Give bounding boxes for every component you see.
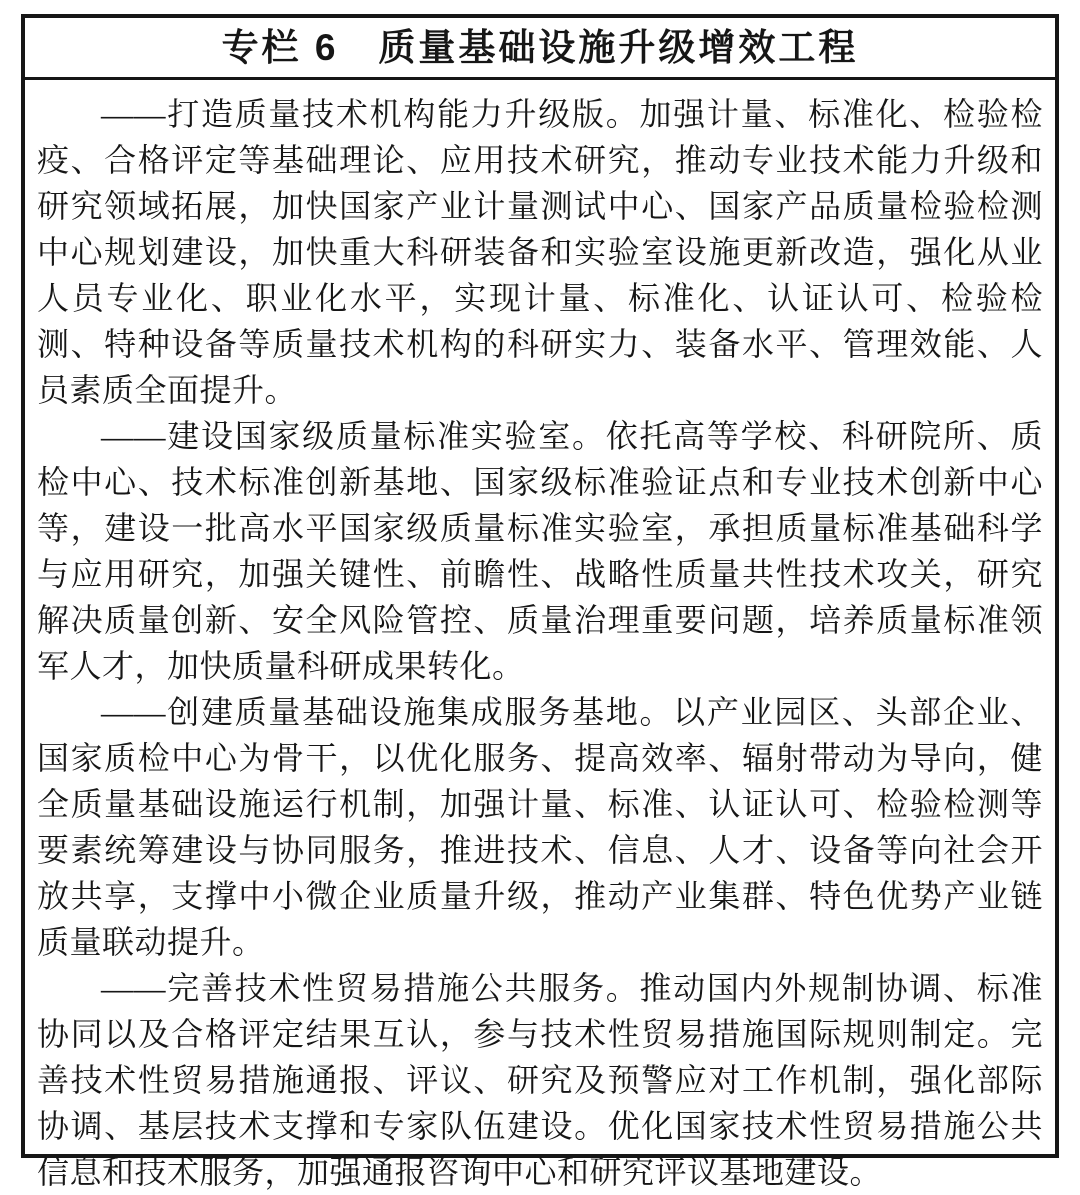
box-title: 专栏 6 质量基础设施升级增效工程	[25, 18, 1055, 80]
callout-box	[21, 14, 1059, 1190]
paragraph: ——打造质量技术机构能力升级版。加强计量、标准化、检验检疫、合格评定等基础理论、应用技术研究，推动专业技术能力升级和研究领域拓展，加快国家产业计量测试中心、国家产品质量检验检测中心规划建设，加快重大科研装备和实验室设施更新改造，强化从业人员专业化、职业化水平，实现计量、标准化、认证认可、检验检测、特种设备等质量技术机构的科研实力、装备水平、管理效能、人员素质全面提升。	[37, 96, 1043, 408]
box-body	[25, 80, 1055, 1195]
paragraph: ——完善技术性贸易措施公共服务。推动国内外规制协调、标准协同以及合格评定结果互认，参与技术性贸易措施国际规则制定。完善技术性贸易措施通报、评议、研究及预警应对工作机制，强化部际协调、基层技术支撑和专家队伍建设。优化国家技术性贸易措施公共信息和技术服务，加强通报咨询中心和研究评议基地建设。	[37, 970, 1043, 1190]
paragraph: ——建设国家级质量标准实验室。依托高等学校、科研院所、质检中心、技术标准创新基地、国家级标准验证点和专业技术创新中心等，建设一批高水平国家级质量标准实验室，承担质量标准基础科学与应用研究，加强关键性、前瞻性、战略性质量共性技术攻关，研究解决质量创新、安全风险管控、质量治理重要问题，培养质量标准领军人才，加快质量科研成果转化。	[37, 418, 1043, 684]
paragraph: ——创建质量基础设施集成服务基地。以产业园区、头部企业、国家质检中心为骨干，以优化服务、提高效率、辐射带动为导向，健全质量基础设施运行机制，加强计量、标准、认证认可、检验检测等要素统筹建设与协同服务，推进技术、信息、人才、设备等向社会开放共享，支撑中小微企业质量升级，推动产业集群、特色优势产业链质量联动提升。	[37, 694, 1043, 960]
